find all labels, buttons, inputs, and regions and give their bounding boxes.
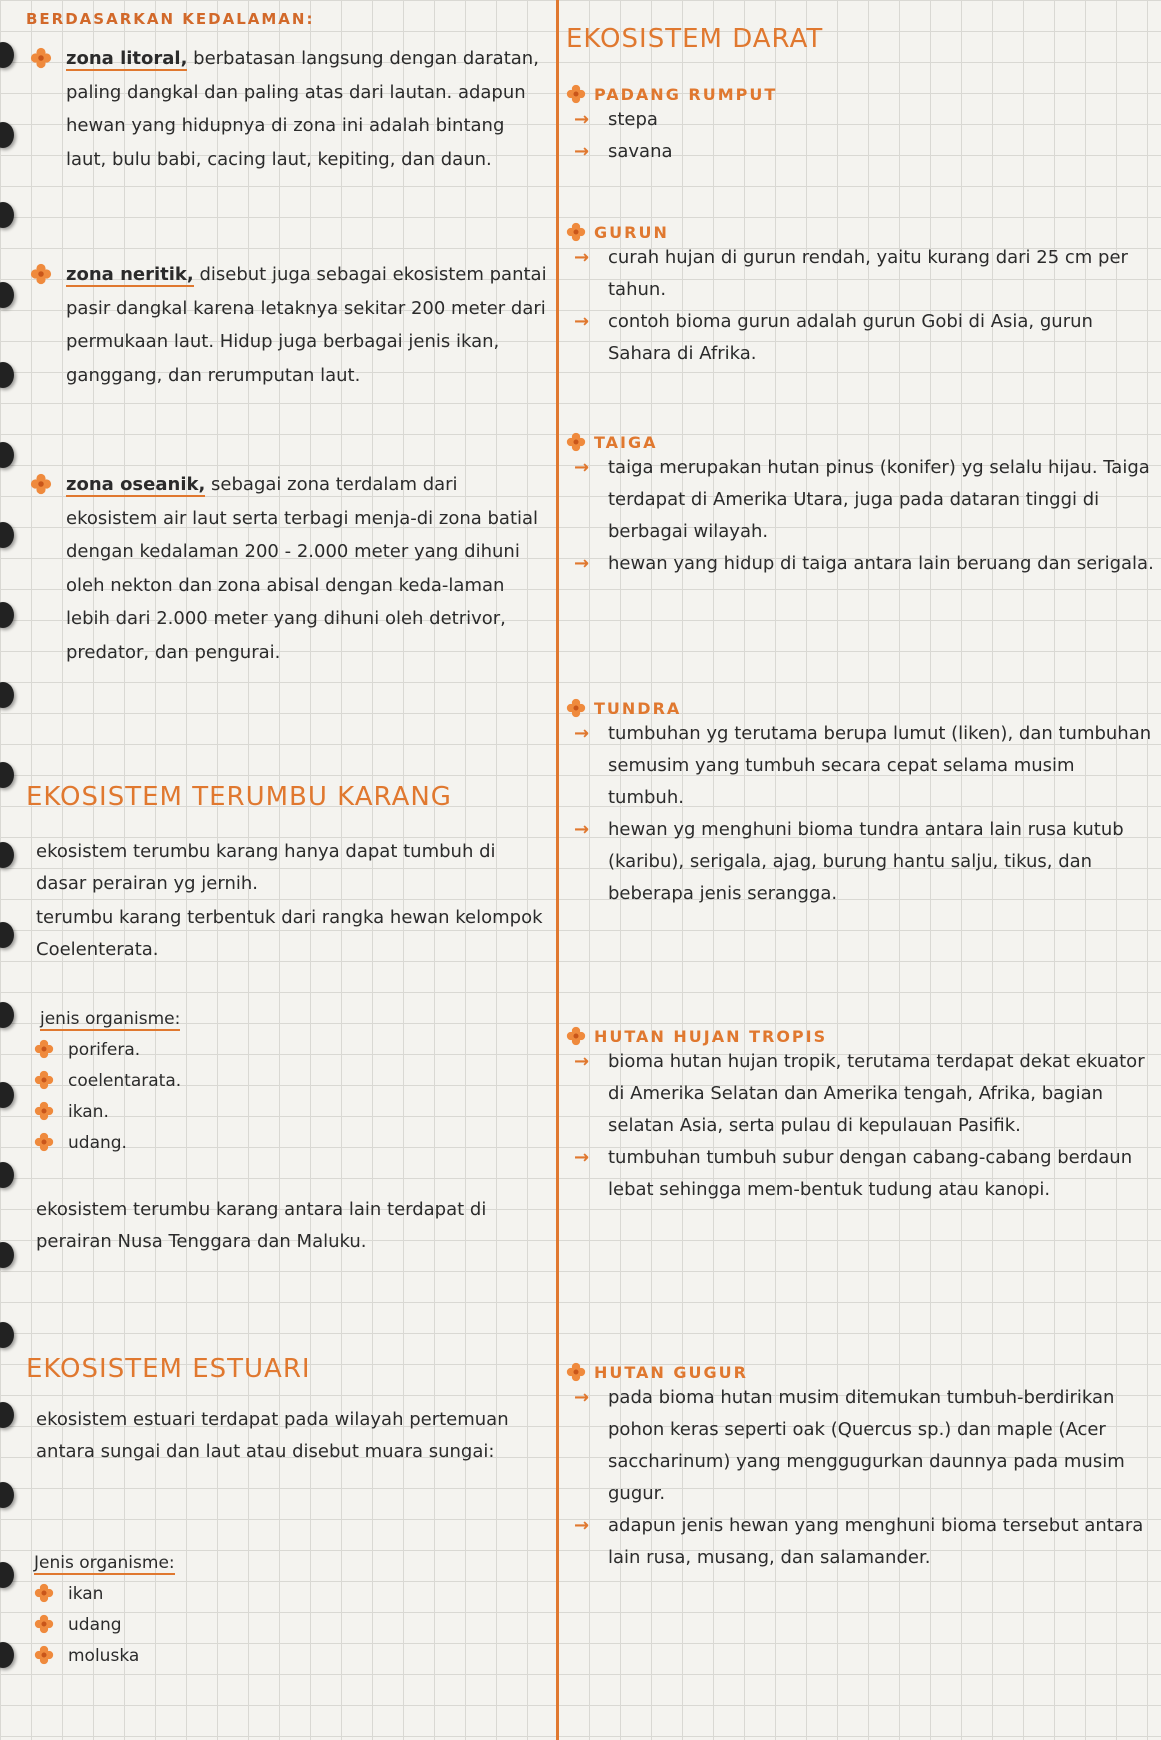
flower-icon	[566, 698, 586, 718]
biome-point-text: taiga merupakan hutan pinus (konifer) yg selalu hijau. Taiga terdapat di Amerika Utara, juga pada dataran tinggi di berbagai wilayah.	[608, 457, 1150, 542]
zone-item	[26, 42, 548, 176]
biome-point	[566, 718, 1154, 814]
list-item	[34, 1641, 548, 1672]
biome-point-text: tumbuhan yg terutama berupa lumut (liken), dan tumbuhan semusim yang tumbuh secara cepat selama musim tumbuh.	[608, 723, 1152, 808]
estuary-title-block	[26, 1354, 548, 1384]
binding-ring	[0, 442, 14, 468]
biome-section	[566, 1362, 1154, 1574]
biome-point-text: bioma hutan hujan tropik, terutama terdapat dekat ekuator di Amerika Selatan dan Amerika tengah, Afrika, bagian selatan Asia, serta pulau di kepulauan Pasifik.	[608, 1051, 1145, 1136]
binding-ring	[0, 602, 14, 628]
biome-section	[566, 222, 1154, 370]
biome-section	[566, 432, 1154, 580]
organism-label: udang	[68, 1615, 122, 1635]
biome-point-text: contoh bioma gurun adalah gurun Gobi di Asia, gurun Sahara di Afrika.	[608, 311, 1093, 364]
biome-point	[566, 242, 1154, 306]
biome-name: GURUN	[594, 222, 669, 242]
binding-ring	[0, 1642, 14, 1668]
zone-term: zona neritik,	[66, 264, 194, 285]
biome-section	[566, 698, 1154, 910]
binding-ring	[0, 1162, 14, 1188]
binding-ring	[0, 1002, 14, 1028]
arrow-icon: →	[574, 819, 590, 840]
biome-name: TAIGA	[594, 432, 658, 452]
biome-point-text: tumbuhan tumbuh subur dengan cabang-cabang berdaun lebat sehingga mem-bentuk tudung atau kanopi.	[608, 1147, 1133, 1200]
zone-text: berbatasan langsung dengan daratan, paling dangkal dan paling atas dari lautan. adapun hewan yang hidupnya di zona ini adalah bintang laut, bulu babi, cacing laut, kepiting, dan daun.	[66, 48, 539, 170]
land-ecosystem-title: EKOSISTEM DARAT	[566, 24, 824, 54]
flower-icon	[30, 263, 52, 285]
binding-ring	[0, 1082, 14, 1108]
flower-icon	[34, 1645, 54, 1665]
zone-item	[26, 468, 548, 669]
zone-text: disebut juga sebagai ekosistem pantai pasir dangkal karena letaknya sekitar 200 meter dari permukaan laut. Hidup juga berbagai jenis ikan, ganggang, dan rerumputan laut.	[66, 264, 547, 386]
organism-label: ikan	[68, 1584, 104, 1604]
arrow-icon: →	[574, 141, 590, 162]
zone-item	[26, 258, 548, 392]
binding-ring	[0, 922, 14, 948]
estuary-title: EKOSISTEM ESTUARI	[26, 1354, 311, 1384]
list-item	[34, 1035, 548, 1066]
biome-section	[566, 1026, 1154, 1206]
biome-name: HUTAN GUGUR	[594, 1362, 748, 1382]
biome-name: HUTAN HUJAN TROPIS	[594, 1026, 828, 1046]
arrow-icon: →	[574, 109, 590, 130]
binding-ring	[0, 362, 14, 388]
flower-icon	[566, 84, 586, 104]
arrow-icon: →	[574, 723, 590, 744]
biome-name: PADANG RUMPUT	[594, 84, 778, 104]
binding-ring	[0, 1242, 14, 1268]
reef-text-2: terumbu karang terbentuk dari rangka hewan kelompok Coelenterata.	[36, 907, 543, 960]
flower-icon	[34, 1039, 54, 1059]
list-item	[34, 1610, 548, 1641]
estuary-text-block	[26, 1404, 548, 1468]
flower-icon	[34, 1583, 54, 1603]
flower-icon	[566, 432, 586, 452]
arrow-icon: →	[574, 1147, 590, 1168]
flower-icon	[566, 222, 586, 242]
biome-point-text: savana	[608, 141, 673, 162]
reef-text-block	[26, 902, 548, 966]
reef-text-block	[26, 836, 548, 900]
reef-text-block	[26, 1194, 548, 1258]
arrow-icon: →	[574, 247, 590, 268]
binding-ring	[0, 1562, 14, 1588]
flower-icon	[30, 47, 52, 69]
binding-ring	[0, 122, 14, 148]
flower-icon	[566, 1026, 586, 1046]
column-divider	[556, 0, 559, 1740]
reef-organism-block	[26, 1004, 548, 1159]
binding-ring	[0, 682, 14, 708]
depth-heading: BERDASARKAN KEDALAMAN:	[26, 10, 315, 28]
biome-name: TUNDRA	[594, 698, 682, 718]
binding-ring	[0, 1322, 14, 1348]
zone-term: zona oseanik,	[66, 474, 206, 495]
flower-icon	[34, 1101, 54, 1121]
biome-point-text: hewan yg menghuni bioma tundra antara lain rusa kutub (karibu), serigala, ajag, burung hantu salju, tikus, dan beberapa jenis serangga.	[608, 819, 1124, 904]
organism-label: coelentarata.	[68, 1071, 182, 1091]
estuary-organism-heading: Jenis organisme:	[34, 1553, 175, 1573]
binding-ring	[0, 522, 14, 548]
reef-organism-heading: jenis organisme:	[40, 1009, 181, 1029]
organism-label: udang.	[68, 1133, 127, 1153]
flower-icon	[34, 1614, 54, 1634]
flower-icon	[34, 1070, 54, 1090]
biome-point-text: stepa	[608, 109, 658, 130]
biome-point	[566, 1142, 1154, 1206]
reef-title-block	[26, 782, 548, 812]
list-item	[34, 1097, 548, 1128]
binding-ring	[0, 1482, 14, 1508]
flower-icon	[30, 473, 52, 495]
biome-point	[566, 452, 1154, 548]
organism-label: moluska	[68, 1646, 140, 1666]
binding-ring	[0, 762, 14, 788]
spiral-binding	[0, 0, 22, 1740]
organism-label: porifera.	[68, 1040, 141, 1060]
biome-point	[566, 1382, 1154, 1510]
biome-point-text: pada bioma hutan musim ditemukan tumbuh-berdirikan pohon keras seperti oak (Quercus sp.) dan maple (Acer saccharinum) yang menggugurkan daunnya pada musim gugur.	[608, 1387, 1125, 1504]
binding-ring	[0, 202, 14, 228]
biome-point	[566, 1046, 1154, 1142]
biome-point	[566, 814, 1154, 910]
list-item	[34, 1128, 548, 1159]
land-title-block	[566, 24, 1154, 54]
flower-icon	[34, 1132, 54, 1152]
biome-point-text: curah hujan di gurun rendah, yaitu kurang dari 25 cm per tahun.	[608, 247, 1128, 300]
reef-title: EKOSISTEM TERUMBU KARANG	[26, 782, 452, 812]
biome-point-text: hewan yang hidup di taiga antara lain beruang dan serigala.	[608, 553, 1154, 574]
biome-section	[566, 84, 1154, 168]
reef-text-1: ekosistem terumbu karang hanya dapat tumbuh di dasar perairan yg jernih.	[36, 841, 496, 894]
depth-heading-block	[26, 10, 548, 28]
binding-ring	[0, 1402, 14, 1428]
arrow-icon: →	[574, 311, 590, 332]
biome-point	[566, 548, 1154, 580]
biome-point	[566, 136, 1154, 168]
list-item	[34, 1066, 548, 1097]
binding-ring	[0, 42, 14, 68]
arrow-icon: →	[574, 553, 590, 574]
biome-point	[566, 104, 1154, 136]
flower-icon	[566, 1362, 586, 1382]
arrow-icon: →	[574, 1515, 590, 1536]
zone-term: zona litoral,	[66, 48, 188, 69]
estuary-text: ekosistem estuari terdapat pada wilayah pertemuan antara sungai dan laut atau disebut muara sungai:	[36, 1409, 509, 1462]
arrow-icon: →	[574, 1387, 590, 1408]
organism-label: ikan.	[68, 1102, 109, 1122]
zone-text: sebagai zona terdalam dari ekosistem air laut serta terbagi menja-di zona batial dengan kedalaman 200 - 2.000 meter yang dihuni oleh nekton dan zona abisal dengan keda-laman lebih dari 2.000 meter yang dihuni oleh detrivor, predator, dan pengurai.	[66, 474, 539, 663]
biome-point	[566, 1510, 1154, 1574]
arrow-icon: →	[574, 1051, 590, 1072]
binding-ring	[0, 842, 14, 868]
list-item	[34, 1579, 548, 1610]
estuary-organism-block	[26, 1548, 548, 1672]
biome-point-text: adapun jenis hewan yang menghuni bioma tersebut antara lain rusa, musang, dan salamander.	[608, 1515, 1144, 1568]
biome-point	[566, 306, 1154, 370]
reef-text-3: ekosistem terumbu karang antara lain terdapat di perairan Nusa Tenggara dan Maluku.	[36, 1199, 487, 1252]
arrow-icon: →	[574, 457, 590, 478]
binding-ring	[0, 282, 14, 308]
